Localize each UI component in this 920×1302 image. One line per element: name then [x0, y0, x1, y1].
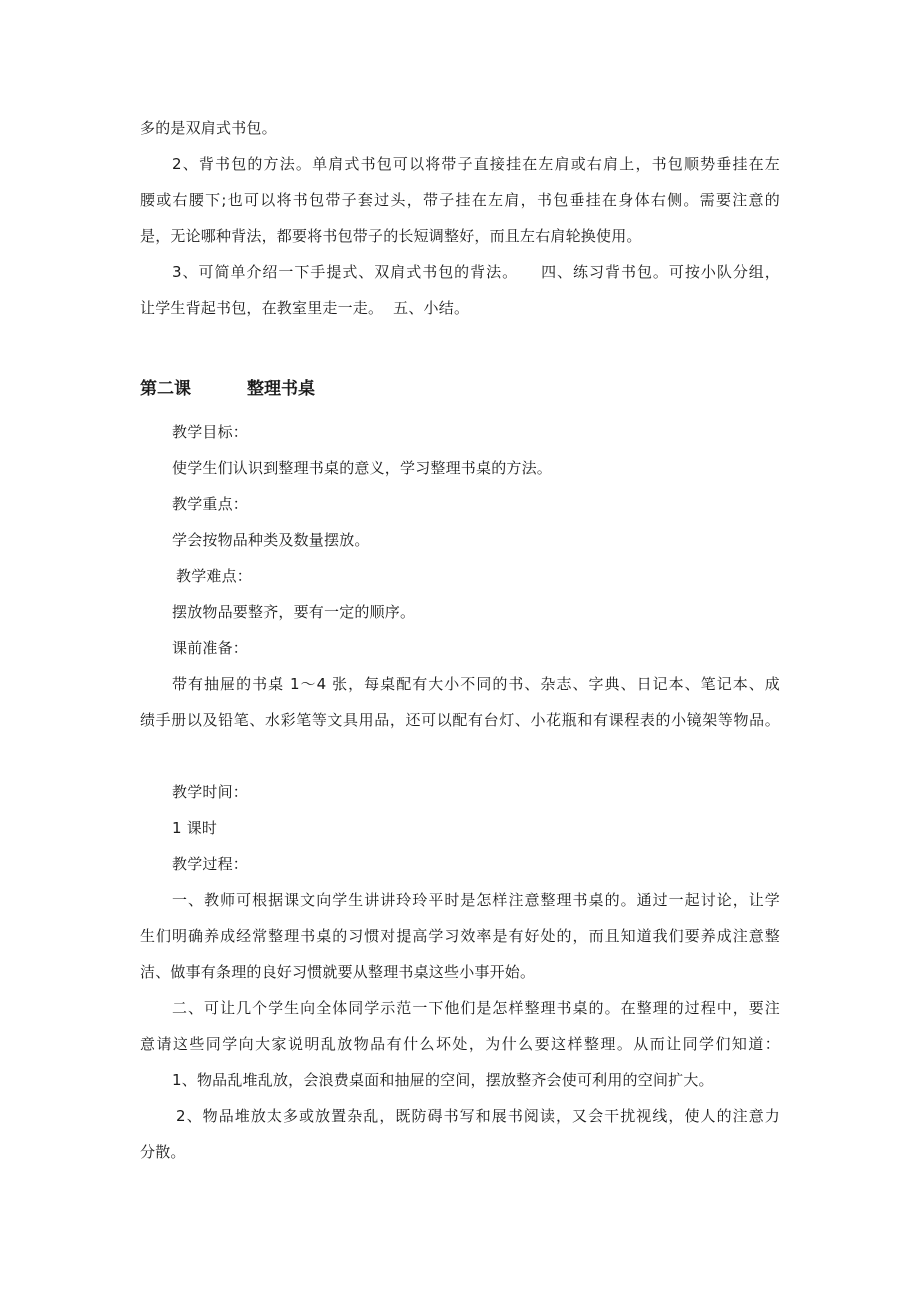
paragraph-line: 让学生背起书包，在教室里走一走。 五、小结。 — [140, 299, 470, 317]
paragraph-line: 带有抽屉的书桌 1～4 张，每桌配有大小不同的书、杂志、字典、日记本、笔记本、成 — [172, 675, 780, 693]
paragraph-line: 多的是双肩式书包。 — [140, 119, 277, 137]
section-text-time: 1 课时 — [172, 819, 218, 837]
section-label-focus: 教学重点： — [172, 495, 249, 513]
paragraph-line: 洁、做事有条理的良好习惯就要从整理书桌这些小事开始。 — [140, 963, 536, 981]
section-text-goal: 使学生们认识到整理书桌的意义，学习整理书桌的方法。 — [172, 459, 553, 477]
paragraph-line: 二、可让几个学生向全体同学示范一下他们是怎样整理书桌的。在整理的过程中，要注 — [172, 999, 780, 1017]
lesson-number: 第二课 — [140, 379, 191, 399]
paragraph-line: 3、可简单介绍一下手提式、双肩式书包的背法。 四、练习背书包。可按小队分组， — [172, 263, 780, 281]
paragraph-line: 绩手册以及铅笔、水彩笔等文具用品，还可以配有台灯、小花瓶和有课程表的小镜架等物品。 — [140, 711, 780, 729]
section-label-process: 教学过程： — [172, 855, 249, 873]
paragraph-line: 一、教师可根据课文向学生讲讲玲玲平时是怎样注意整理书桌的。通过一起讨论，让学 — [172, 891, 780, 909]
section-label-prep: 课前准备： — [172, 639, 249, 657]
paragraph-line: 2、物品堆放太多或放置杂乱，既防碍书写和展书阅读，又会干扰视线，使人的注意力 — [176, 1107, 780, 1125]
paragraph-line: 意请这些同学向大家说明乱放物品有什么坏处，为什么要这样整理。从而让同学们知道： — [140, 1035, 780, 1053]
paragraph-line: 腰或右腰下;也可以将书包带子套过头，带子挂在左肩，书包垂挂在身体右侧。需要注意的 — [140, 191, 780, 209]
paragraph-line: 生们明确养成经常整理书桌的习惯对提高学习效率是有好处的，而且知道我们要养成注意整 — [140, 927, 780, 945]
paragraph-line: 2、背书包的方法。单肩式书包可以将带子直接挂在左肩或右肩上，书包顺势垂挂在左 — [172, 155, 780, 173]
paragraph-line: 分散。 — [140, 1143, 186, 1161]
section-label-difficulty: 教学难点： — [176, 567, 253, 585]
paragraph-line: 是，无论哪种背法，都要将书包带子的长短调整好，而且左右肩轮换使用。 — [140, 227, 642, 245]
lesson-title — [140, 378, 315, 400]
section-label-goal: 教学目标： — [172, 423, 249, 441]
section-text-focus: 学会按物品种类及数量摆放。 — [172, 531, 370, 549]
lesson-name: 整理书桌 — [247, 379, 315, 399]
section-label-time: 教学时间： — [172, 783, 249, 801]
section-text-difficulty: 摆放物品要整齐，要有一定的顺序。 — [172, 603, 416, 621]
list-item: 1、物品乱堆乱放，会浪费桌面和抽屉的空间，摆放整齐会使可利用的空间扩大。 — [172, 1071, 714, 1089]
